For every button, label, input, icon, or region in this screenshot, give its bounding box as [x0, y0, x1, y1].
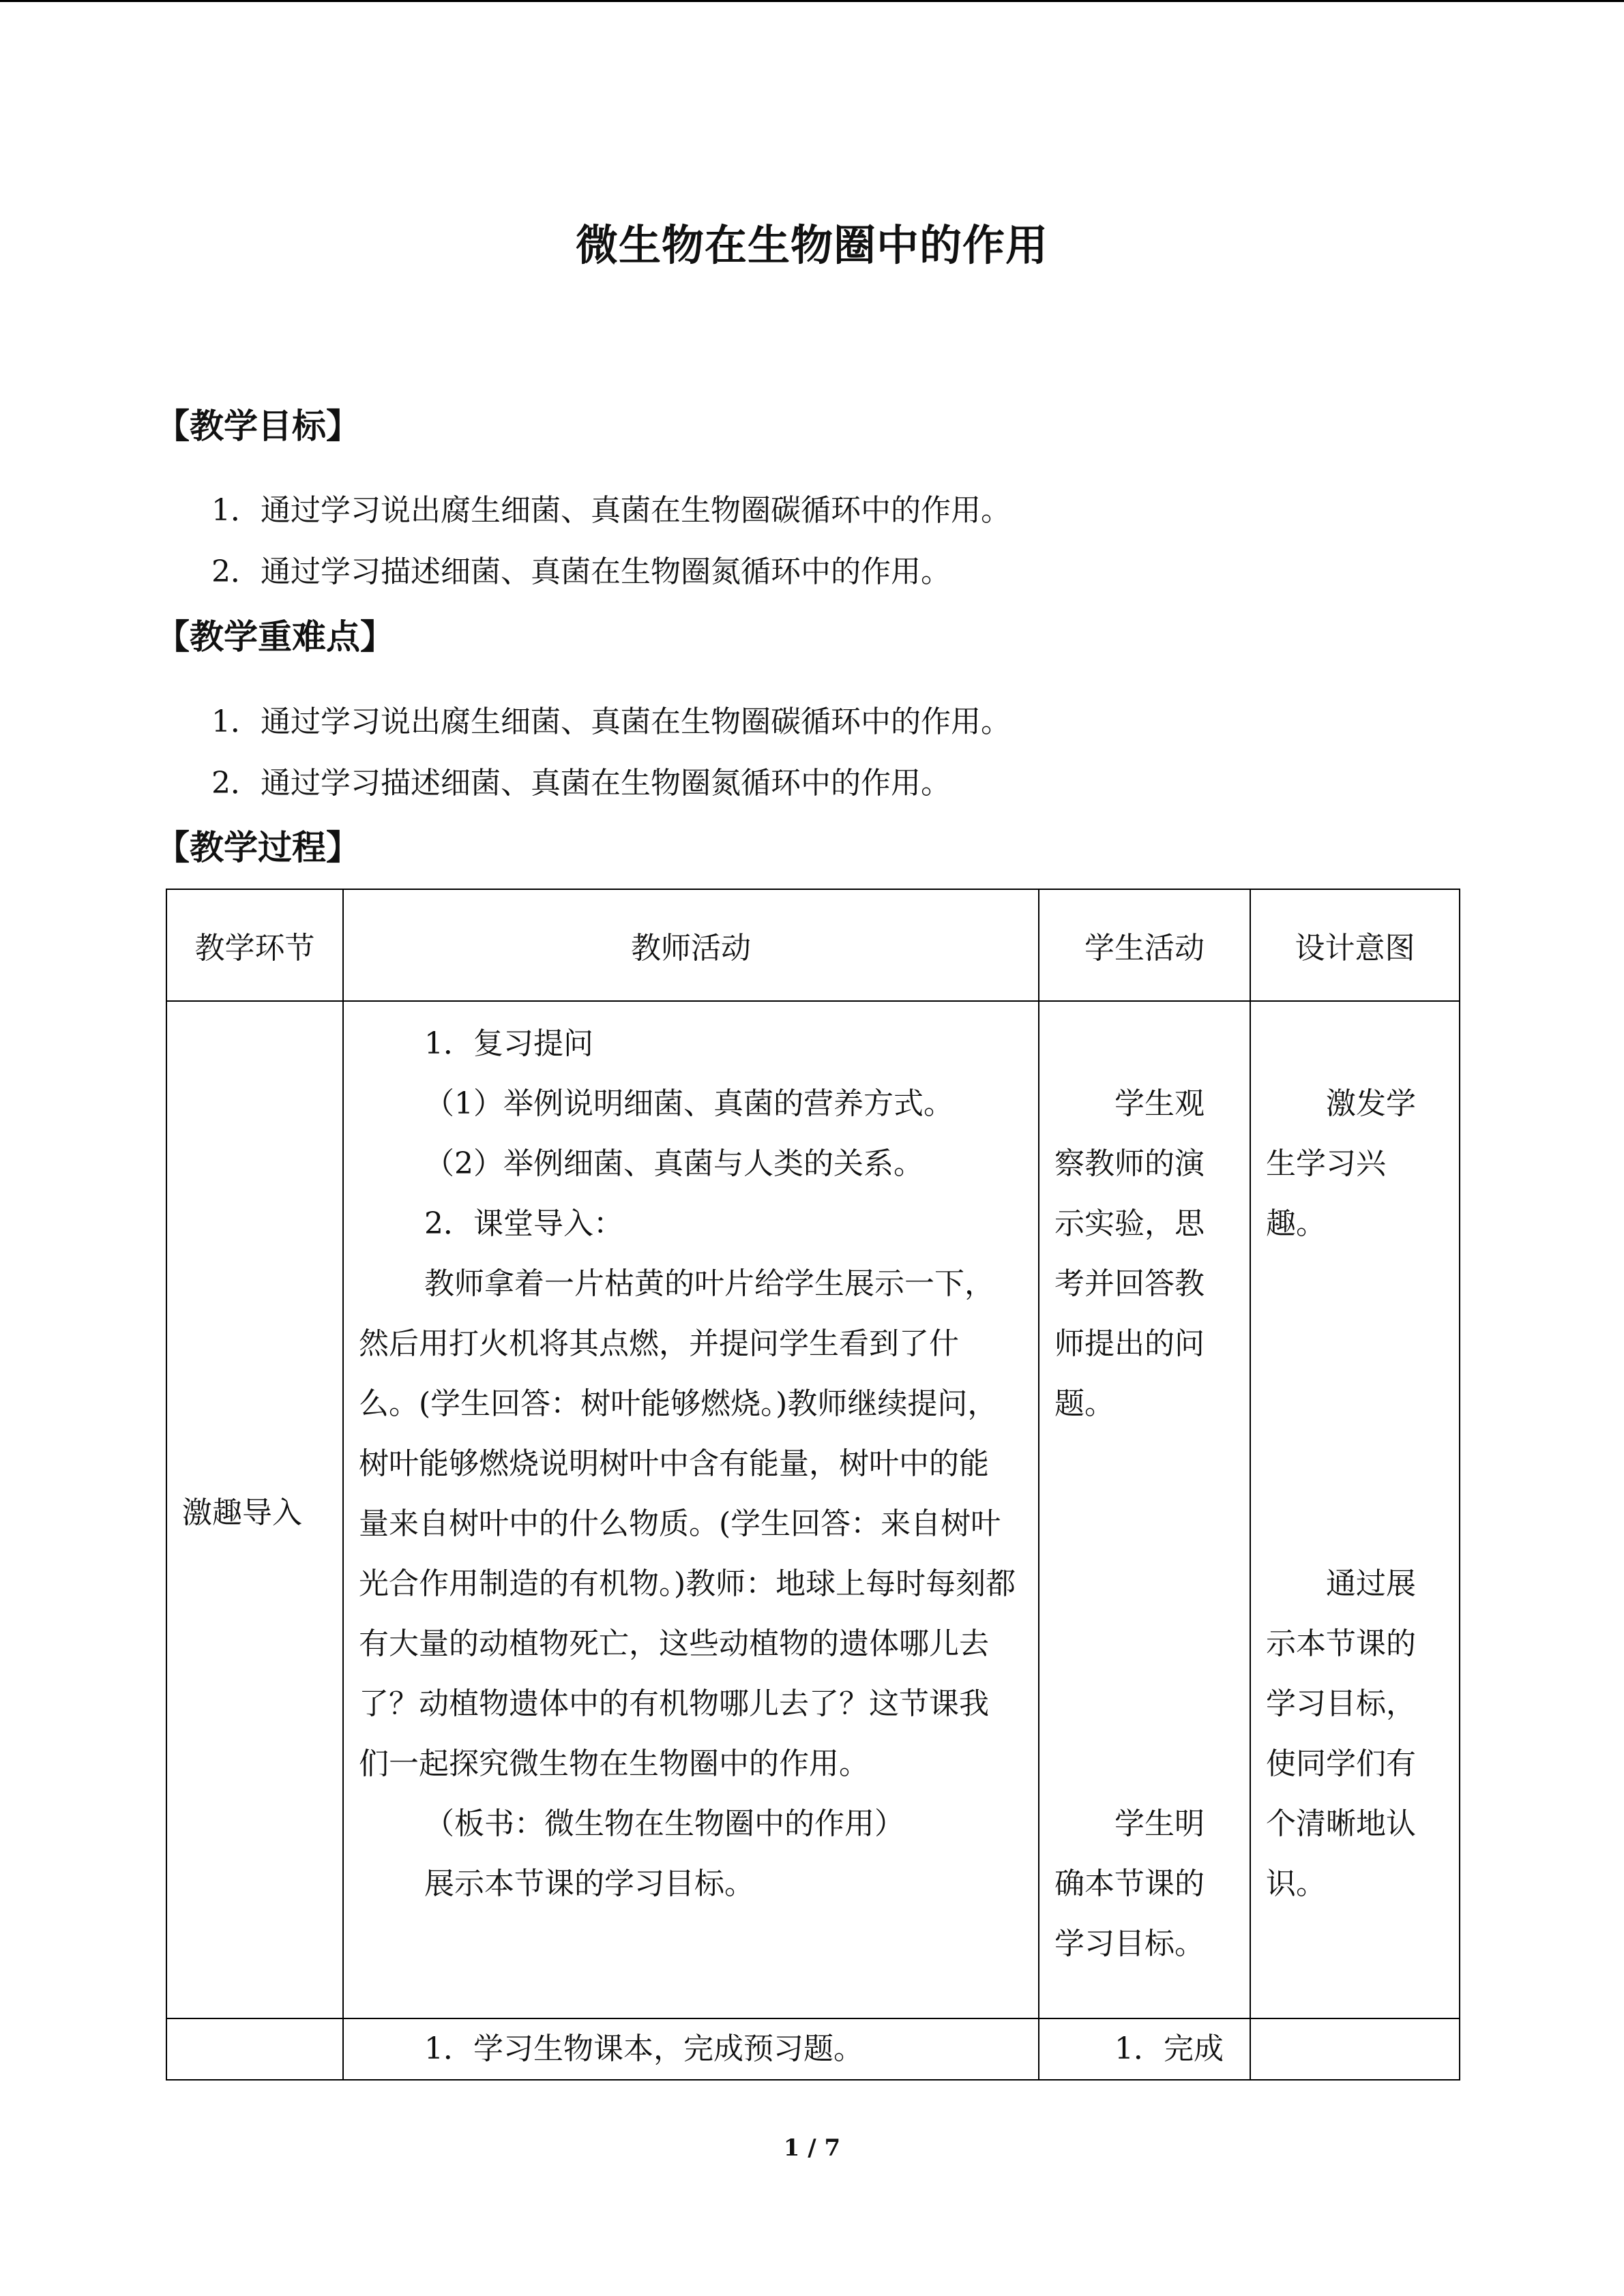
teacher-line: 1．复习提问: [424, 1026, 593, 1061]
student-activity-cell: [1039, 2018, 1250, 2080]
stage-cell: [166, 2018, 343, 2080]
key-point-item-1: 1．通过学习说出腐生细菌、真菌在生物圈碳循环中的作用。: [211, 704, 1011, 739]
table-row: [166, 1001, 1460, 2018]
table-header-row: [166, 889, 1460, 1001]
teacher-line: （板书：微生物在生物圈中的作用）: [424, 1806, 904, 1841]
header-student: 学生活动: [1039, 889, 1250, 1001]
design-intent-cell: [1250, 2018, 1460, 2080]
design-paragraph: 通过展示本节课的学习目标，使同学们有个清晰地认识。: [1266, 1566, 1416, 1901]
design-intent-cell: [1250, 1001, 1460, 2018]
teacher-activity-cell: [343, 2018, 1039, 2080]
objective-item-2: 2．通过学习描述细菌、真菌在生物圈氮循环中的作用。: [211, 554, 951, 589]
student-paragraph: 学生明确本节课的学习目标。: [1054, 1806, 1205, 1961]
page-title: 微生物在生物圈中的作用: [575, 220, 1048, 270]
process-table: [166, 889, 1460, 2081]
design-paragraph: 激发学生学习兴趣。: [1266, 1086, 1416, 1241]
table-row: [166, 2018, 1460, 2080]
student-activity-cell: [1039, 1001, 1250, 2018]
page-number: 1 / 7: [783, 2134, 841, 2162]
student-paragraph: 学生观察教师的演示实验，思考并回答教师提出的问题。: [1054, 1086, 1205, 1421]
teacher-activity-cell: [343, 1001, 1039, 2018]
teacher-line: 1．学习生物课本，完成预习题。: [424, 2031, 863, 2066]
teacher-line: （1）举例说明细菌、真菌的营养方式。: [424, 1086, 954, 1121]
heading-objectives: 【教学目标】: [156, 406, 360, 446]
header-design: 设计意图: [1250, 889, 1460, 1001]
teacher-paragraph: 教师拿着一片枯黄的叶片给学生展示一下，然后用打火机将其点燃，并提问学生看到了什么。(学生回答：树叶能够燃烧。)教师继续提问，树叶能够燃烧说明树叶中含有能量，树叶中的能量来自树叶中的什么物质。(学生回答：来自树叶光合作用制造的有机物。)教师：地球上每时每刻都有大量的动植物死亡，这些动植物的遗体哪儿去了？动植物遗体中的有机物哪儿去了？这节课我们一起探究微生物在生物圈中的作用。: [359, 1266, 1016, 1781]
teacher-line: （2）举例细菌、真菌与人类的关系。: [424, 1146, 924, 1181]
header-stage: 教学环节: [166, 889, 343, 1001]
header-teacher: 教师活动: [343, 889, 1039, 1001]
heading-process: 【教学过程】: [156, 827, 360, 867]
key-point-item-2: 2．通过学习描述细菌、真菌在生物圈氮循环中的作用。: [211, 766, 951, 801]
objective-item-1: 1．通过学习说出腐生细菌、真菌在生物圈碳循环中的作用。: [211, 493, 1011, 528]
teacher-line: 2．课堂导入：: [424, 1206, 623, 1241]
stage-cell: 激趣导入: [166, 1001, 343, 2018]
top-border-line: [0, 0, 1624, 2]
teacher-line: 展示本节课的学习目标。: [424, 1866, 754, 1901]
heading-key-points: 【教学重难点】: [156, 616, 394, 657]
student-line: 1．完成: [1114, 2031, 1224, 2066]
